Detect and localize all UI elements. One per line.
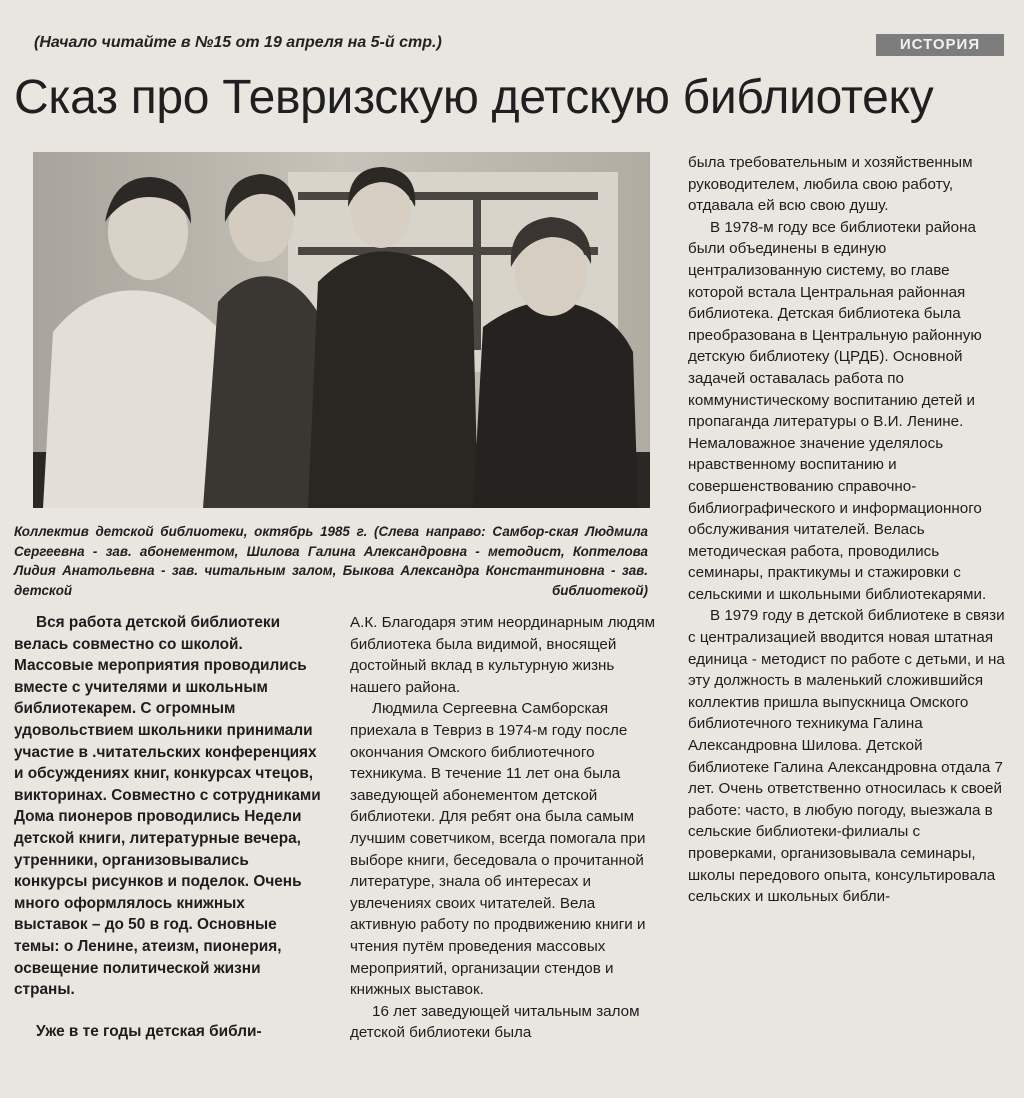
photo-caption: Коллектив детской библиотеки, октябрь 1985 г. (Слева направо: Самбор-ская Людмила Сергеевна - зав. абонементом, Шилова Галина Александровна - методист, Коптелова Лидия Анатольевна - зав. читальным залом, Быкова Александра Константиновна - зав. детской библиотекой) <box>14 524 648 598</box>
paragraph: 16 лет заведующей читальным залом детской библиотеки была <box>350 1002 640 1042</box>
paragraph: А.К. Благодаря этим неординарным людям библиотека была видимой, вносящей достойный вклад в культурную жизнь нашего района. <box>350 614 656 696</box>
article-headline: Сказ про Тевризскую детскую библиотеку <box>14 71 934 124</box>
article-column-3 <box>688 152 1006 908</box>
continuation-note: (Начало читайте в №15 от 19 апреля на 5-й стр.) <box>34 34 442 51</box>
paragraph: В 1979 году в детской библиотеке в связи с централизацией вводится новая штатная единица - методист по работе с детьми, и на эту должность в маленький сложившийся коллектив пришла выпускница Омского библиотечного техникума Галина Александровна Шилова. Детской библиотеке Галина Александровна отдала 7 лет. Очень ответственно относилась к своей работе: часто, в любую погоду, выезжала в сельские библиотеки-филиалы с проверками, организовывала семинары, школы передового опыта, консультировала сельских и школьных библи- <box>688 607 1005 906</box>
paragraph: Людмила Сергеевна Самборская приехала в Тевриз в 1974-м году после окончания Омского библиотечного техникума. В течение 11 лет она была заведующей абонементом детской библиотеки. Для ребят она была самым лучшим советчиком, всегда помогала при выборе книги, беседовала о прочитанной литературе, знала об интересах и увлечениях своих читателей. Вела активную работу по продвижению книги и чтения путём проведения массовых мероприятий, организации стендов и книжных выставок. <box>350 700 646 999</box>
paragraph: Уже в те годы детская библи- <box>36 1022 262 1040</box>
article-column-1 <box>14 612 322 1042</box>
group-photo <box>33 152 650 508</box>
paragraph: была требовательным и хозяйственным руководителем, любила свою работу, отдавала ей всю свою душу. <box>688 154 973 215</box>
section-rubric: ИСТОРИЯ <box>876 34 1004 56</box>
paragraph: В 1978-м году все библиотеки района были объединены в единую централизованную систему, во главе которой встала Центральная районная библиотека. Детская библиотека была преобразована в Центральную районную детскую библиотеку (ЦРДБ). Основной задачей оставалась работа по коммунистическому воспитанию детей и пропаганда литературы о В.И. Ленине. Немаловажное значение уделялось нравственному воспитанию и совершенствованию справочно-библиографического и информационного обслуживания читателей. Велась методическая работа, проводились семинары, практикумы и стажировки с сельскими и школьными библиотекарями. <box>688 218 987 603</box>
article-column-2 <box>350 612 662 1044</box>
paragraph: Вся работа детской библиотеки велась совместно со школой. Массовые мероприятия проводились вместе с учителями и школьным библиотекарем. С огромным удовольствием школьники принимали участие в .читательских конференциях и обсуждениях книг, конкурсах чтецов, викторинах. Совместно с сотрудниками Дома пионеров проводились Недели детской книги, литературные вечера, утренники, организовывались конкурсы рисунков и поделок. Очень много оформлялось книжных выставок – до 50 в год. Основные темы: о Ленине, атеизм, пионерия, освещение политической жизни страны. <box>14 614 321 999</box>
